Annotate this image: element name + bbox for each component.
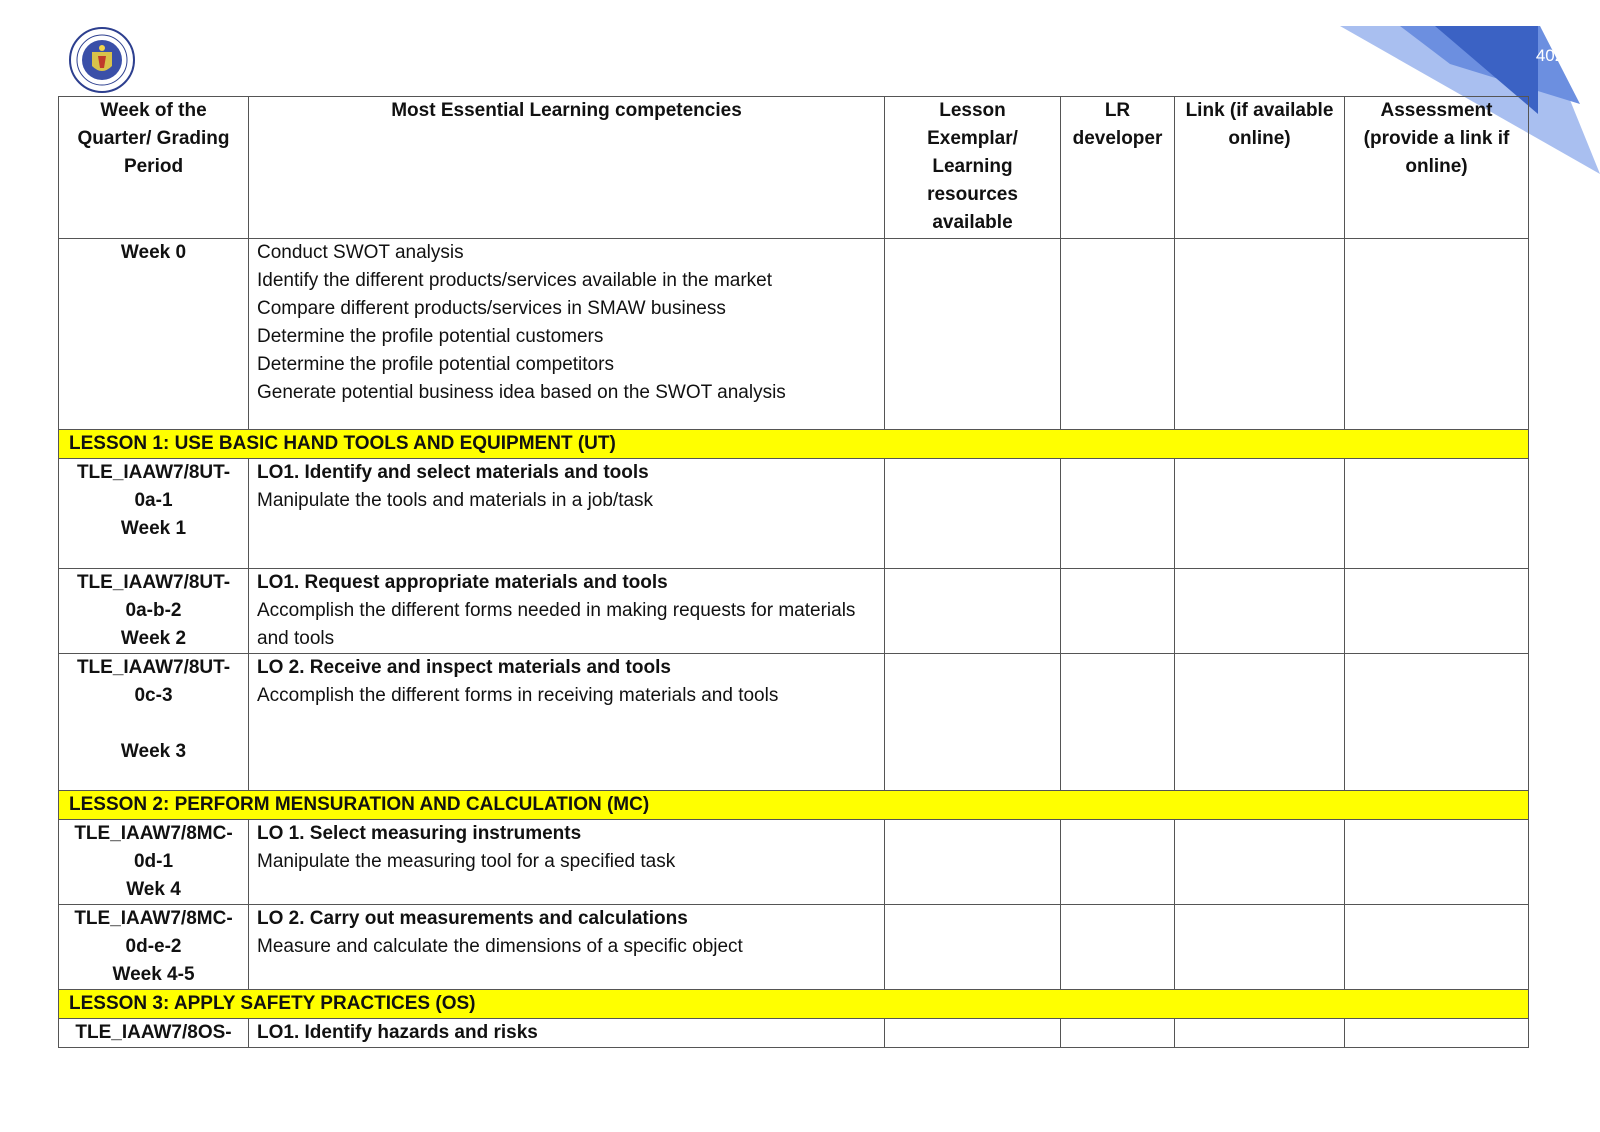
week-label: Wek 4: [126, 879, 181, 900]
competency-text: Measure and calculate the dimensions of a specific object: [257, 936, 743, 957]
week-label: Week 1: [120, 518, 187, 539]
empty-cell: [1345, 569, 1529, 654]
empty-cell: [1175, 905, 1345, 990]
competency-text: Accomplish the different forms in receiving materials and tools: [257, 685, 779, 706]
empty-cell: [1345, 654, 1529, 791]
lesson-2-header: [59, 791, 1529, 820]
learning-outcome: LO 2. Receive and inspect materials and tools: [257, 657, 671, 678]
table-row: [59, 1019, 1529, 1048]
empty-cell: [1345, 905, 1529, 990]
competency-cell: [249, 654, 885, 791]
empty-cell: [885, 905, 1061, 990]
code: TLE_IAAW7/8MC-: [74, 908, 233, 929]
list-item: Generate potential business idea based on the SWOT analysis: [257, 382, 786, 403]
week-cell: [59, 569, 249, 654]
competency-cell: [249, 820, 885, 905]
empty-cell: [1061, 239, 1175, 430]
empty-cell: [1061, 654, 1175, 791]
table-row: [59, 569, 1529, 654]
competency-cell: [249, 569, 885, 654]
header-row: [59, 97, 1529, 239]
competency-cell: [249, 459, 885, 569]
competency-cell: [249, 239, 885, 430]
header-assessment: Assessment (provide a link if online): [1345, 97, 1529, 239]
competency-text: Manipulate the tools and materials in a job/task: [257, 490, 654, 511]
code-suffix: 0a-b-2: [125, 600, 182, 621]
learning-outcome: LO1. Identify and select materials and tools: [257, 462, 649, 483]
empty-cell: [885, 569, 1061, 654]
week-cell: [59, 654, 249, 791]
lesson-1-header: [59, 430, 1529, 459]
code: TLE_IAAW7/8UT-: [76, 462, 231, 483]
empty-cell: [885, 820, 1061, 905]
learning-outcome: LO 1. Select measuring instruments: [257, 823, 582, 844]
code-suffix: 0d-e-2: [125, 936, 182, 957]
empty-cell: [1175, 820, 1345, 905]
deped-seal-icon: [68, 26, 136, 94]
header-lr-developer: LR developer: [1061, 97, 1175, 239]
empty-cell: [1175, 239, 1345, 430]
lesson-title: LESSON 3: APPLY SAFETY PRACTICES (OS): [59, 990, 1529, 1019]
learning-outcome: LO1. Request appropriate materials and tools: [257, 572, 668, 593]
table-row: [59, 459, 1529, 569]
empty-cell: [885, 239, 1061, 430]
list-item: Identify the different products/services available in the market: [257, 270, 773, 291]
learning-outcome: LO 2. Carry out measurements and calculations: [257, 908, 688, 929]
lesson-title: LESSON 1: USE BASIC HAND TOOLS AND EQUIPMENT (UT): [59, 430, 1529, 459]
table-row: [59, 239, 1529, 430]
empty-cell: [1175, 459, 1345, 569]
code-suffix: 0c-3: [134, 685, 173, 706]
list-item: Compare different products/services in SMAW business: [257, 298, 726, 319]
code: TLE_IAAW7/8UT-: [76, 657, 231, 678]
header-melc: Most Essential Learning competencies: [249, 97, 885, 239]
empty-cell: [1061, 1019, 1175, 1048]
list-item: Determine the profile potential competitors: [257, 354, 614, 375]
table-row: [59, 905, 1529, 990]
spacer: [67, 710, 240, 738]
week-cell: TLE_IAAW7/8OS-: [59, 1019, 249, 1048]
table-row: [59, 820, 1529, 905]
lesson-3-header: [59, 990, 1529, 1019]
empty-cell: [1345, 1019, 1529, 1048]
learning-outcome: LO1. Identify hazards and risks: [257, 1022, 538, 1043]
competency-cell: [249, 905, 885, 990]
header-link: Link (if available online): [1175, 97, 1345, 239]
empty-cell: [1175, 569, 1345, 654]
list-item: Conduct SWOT analysis: [257, 242, 464, 263]
week-cell: [59, 905, 249, 990]
week-label: Week 2: [120, 628, 187, 649]
melc-table: [58, 96, 1529, 1048]
code: TLE_IAAW7/8UT-: [76, 572, 231, 593]
lesson-title: LESSON 2: PERFORM MENSURATION AND CALCULATION (MC): [59, 791, 1529, 820]
competency-text: Manipulate the measuring tool for a specified task: [257, 851, 676, 872]
competency-text: Accomplish the different forms needed in making requests for materials and tools: [257, 600, 856, 649]
empty-cell: [885, 459, 1061, 569]
list-item: Determine the profile potential customers: [257, 326, 604, 347]
empty-cell: [885, 1019, 1061, 1048]
empty-cell: [1061, 459, 1175, 569]
empty-cell: [1175, 654, 1345, 791]
header-exemplar: Lesson Exemplar/ Learning resources available: [885, 97, 1061, 239]
empty-cell: [1345, 239, 1529, 430]
week-cell: [59, 459, 249, 569]
table-row: [59, 654, 1529, 791]
empty-cell: [1061, 905, 1175, 990]
page-number: 402: [1535, 46, 1565, 65]
week-label: Week 4-5: [112, 964, 195, 985]
code: TLE_IAAW7/8MC-: [74, 823, 233, 844]
empty-cell: [1345, 820, 1529, 905]
empty-cell: [1175, 1019, 1345, 1048]
week-cell: Week 0: [59, 239, 249, 430]
code-suffix: 0a-1: [134, 490, 173, 511]
header-week: Week of the Quarter/ Grading Period: [59, 97, 249, 239]
empty-cell: [885, 654, 1061, 791]
code-suffix: 0d-1: [133, 851, 174, 872]
week-cell: [59, 820, 249, 905]
empty-cell: [1061, 569, 1175, 654]
empty-cell: [1061, 820, 1175, 905]
empty-cell: [1345, 459, 1529, 569]
competency-cell: [249, 1019, 885, 1048]
week-label: Week 3: [120, 741, 187, 762]
